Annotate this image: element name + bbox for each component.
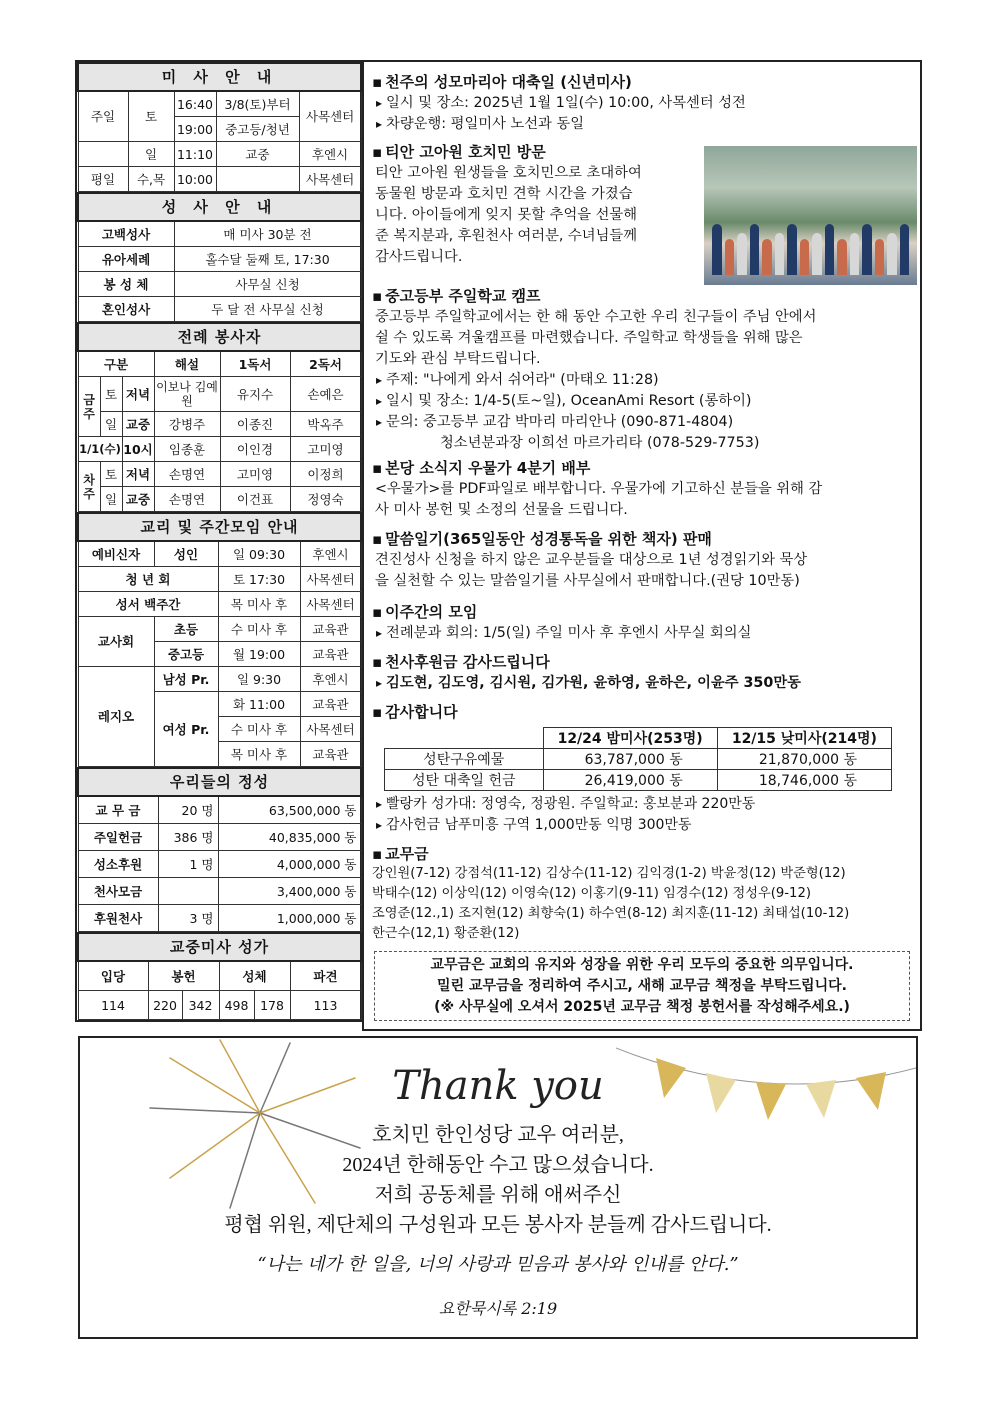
bullet: ▸ 주제: "나에게 와서 쉬어라" (마태오 11:28) [372,370,917,391]
cell: 1독서 [220,351,290,377]
cell [158,878,218,905]
cell: 114 [78,991,148,1020]
offering-table [77,767,362,932]
bullet: ▸ 문의: 중고등부 교감 박마리 마리안나 (090-871-4804) [372,412,917,433]
text-line: 쉴 수 있도록 겨울캠프를 마련했습니다. 주일학교 학생들을 위해 많은 [375,330,803,346]
sacrament-table [77,192,362,322]
cell: 3 명 [158,905,218,932]
cell: 사목센터 [300,592,361,617]
cell: 498 [219,991,254,1020]
cell: 초등 [154,617,218,642]
cell: 사목센터 [300,717,361,742]
cell: 교중 [216,142,299,167]
cell: 토 [100,462,122,487]
cell: 목 미사 후 [218,742,300,767]
cell: 토 [100,377,122,412]
cell: 사무실 신청 [174,272,361,297]
cell: 유지수 [220,377,290,412]
cell: 교중 [122,412,154,437]
cell: 16:40 [174,91,216,117]
hymn-count-table [77,932,362,1020]
section-heading: ▪ 천주의 성모마리아 대축일 (신년미사) [372,72,917,93]
cell: 매 미사 30분 전 [174,221,361,247]
cell: 일 [100,487,122,512]
cell: 성소후원 [78,851,158,878]
liturgy-table [77,322,362,512]
cell: 1/1(수) [78,437,122,462]
cell: 교사회 [78,617,154,667]
notice-line: 교무금은 교회의 유지와 성장을 위한 우리 모두의 중요한 의무입니다. [430,957,854,973]
news-diary [372,529,917,592]
news-newyear [372,72,917,135]
cell: 이종진 [220,412,290,437]
card-line: 2024년 한해동안 수고 많으셨습니다. [342,1154,654,1176]
cell: 파견 [290,961,361,991]
news-thanks [372,702,917,723]
cell: 342 [182,991,219,1020]
cell: 교 무 금 [78,796,158,824]
cell: 일 [100,412,122,437]
text-line: 을 실천할 수 있는 말씀일기를 사무실에서 판매합니다.(권당 10만동) [375,573,800,589]
cell: 교육관 [300,642,361,667]
cell: 강병주 [154,412,220,437]
text-line: 기도와 관심 부탁드립니다. [375,351,541,367]
news-newsletter [372,458,917,521]
cell: 사목센터 [299,167,361,192]
section-heading: ▪ 티안 고아원 호치민 방문 [372,142,702,163]
cell: 교육관 [300,692,361,717]
card-line: 호치민 한인성당 교우 여러분, [372,1124,624,1146]
section-heading: ▪ 말씀일기(365일동안 성경통독을 위한 책자) 판매 [372,529,917,550]
cell: 손명연 [154,487,220,512]
cell: 220 [148,991,182,1020]
text-line: 중고등부 주일학교에서는 한 해 동안 수고한 우리 친구들이 주님 안에서 [375,309,817,325]
cell: 화 11:00 [218,692,300,717]
section-heading: ▪ 천사후원금 감사드립니다 [372,652,917,673]
cell: 이건표 [220,487,290,512]
christmas-table [384,727,892,791]
cell: 일 9:30 [218,667,300,692]
text-line: 강인원(7-12) 강점석(11-12) 김상수(11-12) 김익경(1-2) 박윤정(12) 박준형(12) [372,866,846,881]
cell: 혼인성사 [78,297,174,322]
cell: 40,835,000 동 [218,824,361,851]
news-dues [372,844,917,944]
text-line: 니다. 아이들에게 잊지 못할 추억을 선물해 [375,207,638,223]
cell: 두 달 전 사무실 신청 [174,297,361,322]
cell: 구분 [78,351,154,377]
cell: 21,870,000 동 [717,749,891,770]
cell: 성서 백주간 [78,592,218,617]
liturgy-title: 전례 봉사자 [78,323,361,351]
text-line: 청소년분과장 이희선 마르가리타 (078-529-7753) [440,435,760,451]
cell: 청 년 회 [78,567,218,592]
cell: 12/24 밤미사(253명) [543,728,717,749]
cell: 예비신자 [78,541,154,567]
bullet: ▸ 전례분과 회의: 1/5(일) 주일 미사 후 후엔시 사무실 회의실 [372,623,917,644]
hymn-title: 교중미사 성가 [78,933,361,961]
catechism-title: 교리 및 주간모임 안내 [78,513,361,541]
cell: 일 09:30 [218,541,300,567]
cell: 고백성사 [78,221,174,247]
text-line: 준 복지분과, 후원천사 여러분, 수녀님들께 [375,228,638,244]
cell: 레지오 [78,667,154,767]
text-line: 티안 고아원 원생들을 호치민으로 초대하여 [375,165,642,181]
thank-you-title: Thank you [392,1063,604,1109]
cell: 토 17:30 [218,567,300,592]
cell: 일 [128,142,174,167]
section-heading: ▪ 감사합니다 [372,702,917,723]
cell: 성탄구유예물 [385,749,544,770]
cell: 중고등 [154,642,218,667]
cell: 토 [128,91,174,142]
notice-line: 밀린 교무금을 정리하여 주시고, 새해 교무금 책정을 부탁드립니다. [437,978,847,994]
news-meetings [372,602,917,644]
bullet: ▸ 김도현, 김도영, 김시원, 김가원, 윤하영, 윤하은, 이윤주 350만동 [372,673,917,694]
left-column [75,60,362,1022]
cell: 정영숙 [290,487,361,512]
cell: 수,목 [128,167,174,192]
cell: 박옥주 [290,412,361,437]
section-heading: ▪ 중고등부 주일학교 캠프 [372,286,917,307]
cell: 봉헌 [148,961,219,991]
cell: 후엔시 [299,142,361,167]
cell: 저녁 [122,377,154,412]
cell: 여성 Pr. [154,692,218,767]
cell: 1,000,000 동 [218,905,361,932]
quote-reference: 요한묵시록 2:19 [438,1299,558,1318]
cell: 12/15 낮미사(214명) [717,728,891,749]
section-heading: ▪ 교무금 [372,844,917,864]
cell: 후엔시 [300,667,361,692]
cell: 3,400,000 동 [218,878,361,905]
text-line: 한근수(12,1) 황준환(12) [372,926,520,941]
text-line: 견진성사 신청을 하지 않은 교우분들을 대상으로 1년 성경읽기와 묵상 [375,552,808,568]
cell: 교육관 [300,742,361,767]
bullet: ▸ 일시 및 장소: 1/4-5(토~일), OceanAmi Resort (롱하이) [372,391,917,412]
cell: 이인경 [220,437,290,462]
cell: 유아세례 [78,247,174,272]
cell: 고미영 [220,462,290,487]
card-line: 저희 공동체를 위해 애써주신 [374,1184,622,1206]
cell: 금주 [78,377,100,437]
section-heading: ▪ 본당 소식지 우물가 4분기 배부 [372,458,917,479]
cell: 수 미사 후 [218,617,300,642]
cell: 1 명 [158,851,218,878]
cell: 성탄 대축일 헌금 [385,770,544,791]
cell: 남성 Pr. [154,667,218,692]
cell: 성체 [219,961,290,991]
cell: 63,500,000 동 [218,796,361,824]
text-line: <우물가>를 PDF파일로 배부합니다. 우물가에 기고하신 분들을 위해 감 [375,481,823,497]
catechism-table [77,512,362,767]
cell: 3/8(토)부터 [216,91,299,117]
cell: 2독서 [290,351,361,377]
cell: 입당 [78,961,148,991]
offering-title: 우리들의 정성 [78,768,361,796]
cell: 수 미사 후 [218,717,300,742]
bullet: ▸ 차량운행: 평일미사 노선과 동일 [372,114,917,135]
news-camp [372,286,917,454]
bible-quote: “나는 네가 한 일을, 너의 사랑과 믿음과 봉사와 인내를 안다.” [257,1254,739,1275]
cell: 홀수달 둘째 토, 17:30 [174,247,361,272]
cell: 해설 [154,351,220,377]
news-orphanage [372,142,702,268]
cell: 11:10 [174,142,216,167]
cell: 월 19:00 [218,642,300,667]
bullet: ▸ 일시 및 장소: 2025년 1월 1일(수) 10:00, 사목센터 성전 [372,93,917,114]
cell: 손명연 [154,462,220,487]
text-line: 사 미사 봉헌 및 소정의 선물을 드립니다. [375,502,628,518]
thanks-bullets [372,794,917,836]
cell: 평일 [78,167,128,192]
thank-you-card [78,1036,918,1339]
cell: 4,000,000 동 [218,851,361,878]
cell: 중고등/청년 [216,117,299,142]
bullet: ▸ 빨랑카 성가대: 정영숙, 정광원. 주일학교: 홍보분과 220만동 [372,794,917,815]
mass-title: 미 사 안 내 [78,63,361,91]
cell: 19:00 [174,117,216,142]
cell: 386 명 [158,824,218,851]
cell: 차주 [78,462,100,512]
cell: 이정희 [290,462,361,487]
cell: 10시 [122,437,154,462]
cell: 교육관 [300,617,361,642]
cell: 26,419,000 동 [543,770,717,791]
cell: 주일 [78,91,128,142]
cell: 113 [290,991,361,1020]
cell: 임종훈 [154,437,220,462]
cell: 저녁 [122,462,154,487]
card-line: 평협 위원, 제단체의 구성원과 모든 봉사자 분들께 감사드립니다. [224,1214,772,1236]
text-line: 감사드립니다. [375,249,463,265]
mass-table [77,62,362,192]
text-line: 동물원 방문과 호치민 견학 시간을 가졌습 [375,186,633,202]
cell: 성인 [154,541,218,567]
cell: 63,787,000 동 [543,749,717,770]
cell: 후엔시 [300,541,361,567]
cell: 손예은 [290,377,361,412]
cell: 후원천사 [78,905,158,932]
cell: 교중 [122,487,154,512]
news-column [362,60,922,1031]
cell: 18,746,000 동 [717,770,891,791]
cell: 목 미사 후 [218,592,300,617]
cell: 10:00 [174,167,216,192]
news-angel [372,652,917,694]
cell: 고미영 [290,437,361,462]
section-heading: ▪ 이주간의 모임 [372,602,917,623]
group-photo [704,146,917,285]
cell: 봉 성 체 [78,272,174,297]
cell: 178 [254,991,290,1020]
notice-line: (※ 사무실에 오셔서 2025년 교무금 책정 봉헌서를 작성해주세요.) [434,999,850,1015]
cell: 천사모금 [78,878,158,905]
cell: 사목센터 [300,567,361,592]
dues-notice [374,951,910,1021]
bullet: ▸ 감사헌금 남푸미흥 구역 1,000만동 익명 300만동 [372,815,917,836]
text-line: 박태수(12) 이상익(12) 이영숙(12) 이홍기(9-11) 임경수(12) 정성우(9-12) [372,886,811,901]
text-line: 조영준(12.,1) 조지현(12) 최향숙(1) 하수연(8-12) 최지훈(11-12) 최태섭(10-12) [372,906,850,921]
cell: 사목센터 [299,91,361,142]
cell: 주일헌금 [78,824,158,851]
cell: 20 명 [158,796,218,824]
sacrament-title: 성 사 안 내 [78,193,361,221]
cell: 이보나 김예원 [154,377,220,412]
